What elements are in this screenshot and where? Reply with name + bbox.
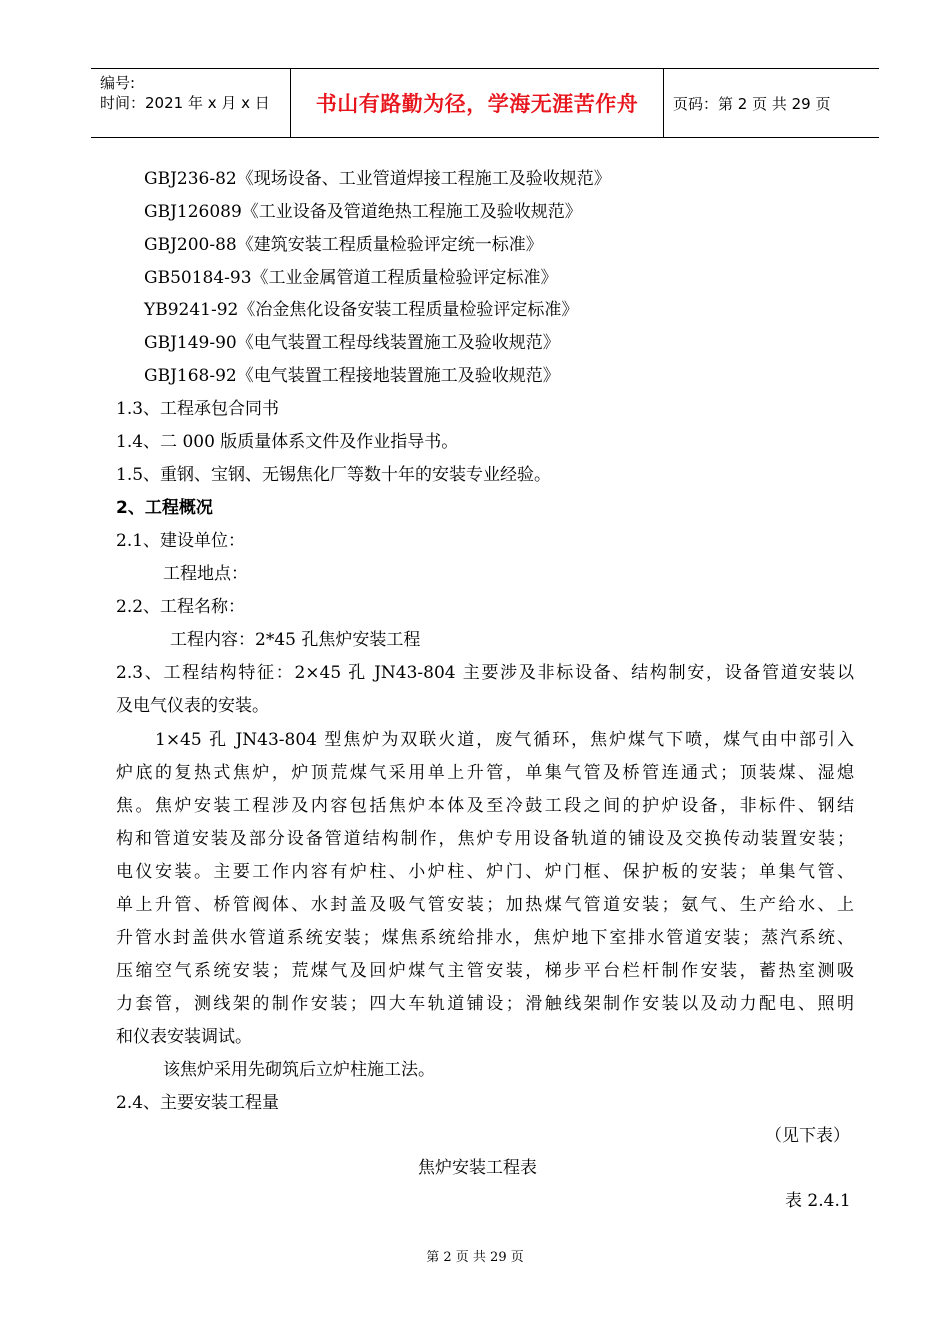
description-line: 电仪安装。主要工作内容有炉柱、小炉柱、炉门、炉门框、保护板的安装；单集气管、 <box>116 862 854 882</box>
description-line: 和仪表安装调试。 <box>116 1027 252 1047</box>
description-line: 升管水封盖供水管道系统安装；煤焦系统给排水，焦炉地下室排水管道安装；蒸汽系统、 <box>116 928 854 948</box>
time-label: 时间：2021 年 x 月 x 日 <box>100 94 270 112</box>
description-line: 焦。焦炉安装工程涉及内容包括焦炉本体及至冷鼓工段之间的护炉设备，非标件、钢结 <box>116 796 854 816</box>
description-line: 炉底的复热式焦炉，炉顶荒煤气采用单上升管，单集气管及桥管连通式；顶装煤、湿熄 <box>116 763 854 783</box>
header-meta <box>91 69 291 137</box>
header-page-info: 页码：第 2 页 共 29 页 <box>673 94 831 113</box>
construction-method: 该焦炉采用先砌筑后立炉柱施工法。 <box>163 1060 435 1080</box>
standard-item: GB50184-93《工业金属管道工程质量检验评定标准》 <box>144 268 558 288</box>
project-location: 工程地点： <box>163 564 248 584</box>
paragraph-2-3: 2.3、工程结构特征：2×45 孔 JN43-804 主要涉及非标设备、结构制安，设备管道安装以 <box>116 663 854 683</box>
description-line: 1×45 孔 JN43-804 型焦炉为双联火道，废气循环，焦炉煤气下喷，煤气由中部引入 <box>155 730 854 750</box>
reference-item: 1.4、二 000 版质量体系文件及作业指导书。 <box>116 432 459 452</box>
paragraph-2-2: 2.2、工程名称： <box>116 597 246 617</box>
reference-item: 1.5、重钢、宝钢、无锡焦化厂等数十年的安装专业经验。 <box>116 465 552 485</box>
reference-item: 1.3、工程承包合同书 <box>116 399 280 419</box>
standard-item: GBJ126089《工业设备及管道绝热工程施工及验收规范》 <box>144 202 582 222</box>
number-label: 编号: <box>100 74 136 92</box>
paragraph-2-4: 2.4、主要安装工程量 <box>116 1093 280 1113</box>
standard-item: GBJ168-92《电气装置工程接地装置施工及验收规范》 <box>144 366 560 386</box>
description-line: 单上升管、桥管阀体、水封盖及吸气管安装；加热煤气管道安装；氨气、生产给水、上 <box>116 895 854 915</box>
paragraph-2-1: 2.1、建设单位： <box>116 531 246 551</box>
standard-item: YB9241-92《冶金焦化设备安装工程质量检验评定标准》 <box>144 300 579 320</box>
description-line: 力套管，测线架的制作安装；四大车轨道铺设；滑触线架制作安装以及动力配电、照明 <box>116 994 854 1014</box>
table-title: 焦炉安装工程表 <box>418 1158 537 1178</box>
standard-item: GBJ149-90《电气装置工程母线装置施工及验收规范》 <box>144 333 560 353</box>
standard-item: GBJ236-82《现场设备、工业管道焊接工程施工及验收规范》 <box>144 169 611 189</box>
page-header <box>91 68 879 138</box>
page-footer: 第 2 页 共 29 页 <box>426 1250 524 1265</box>
table-number: 表 2.4.1 <box>785 1191 851 1211</box>
see-below-note: （见下表） <box>765 1126 850 1146</box>
project-content: 工程内容：2*45 孔焦炉安装工程 <box>170 630 421 650</box>
header-motto: 书山有路勤为径，学海无涯苦作舟 <box>291 69 664 137</box>
description-line: 构和管道安装及部分设备管道结构制作，焦炉专用设备轨道的铺设及交换传动装置安装； <box>116 829 854 849</box>
section-heading: 2、工程概况 <box>116 498 213 518</box>
paragraph-2-3-cont: 及电气仪表的安装。 <box>116 696 269 716</box>
standard-item: GBJ200-88《建筑安装工程质量检验评定统一标准》 <box>144 235 543 255</box>
description-line: 压缩空气系统安装；荒煤气及回炉煤气主管安装，梯步平台栏杆制作安装，蓄热室测吸 <box>116 961 854 981</box>
